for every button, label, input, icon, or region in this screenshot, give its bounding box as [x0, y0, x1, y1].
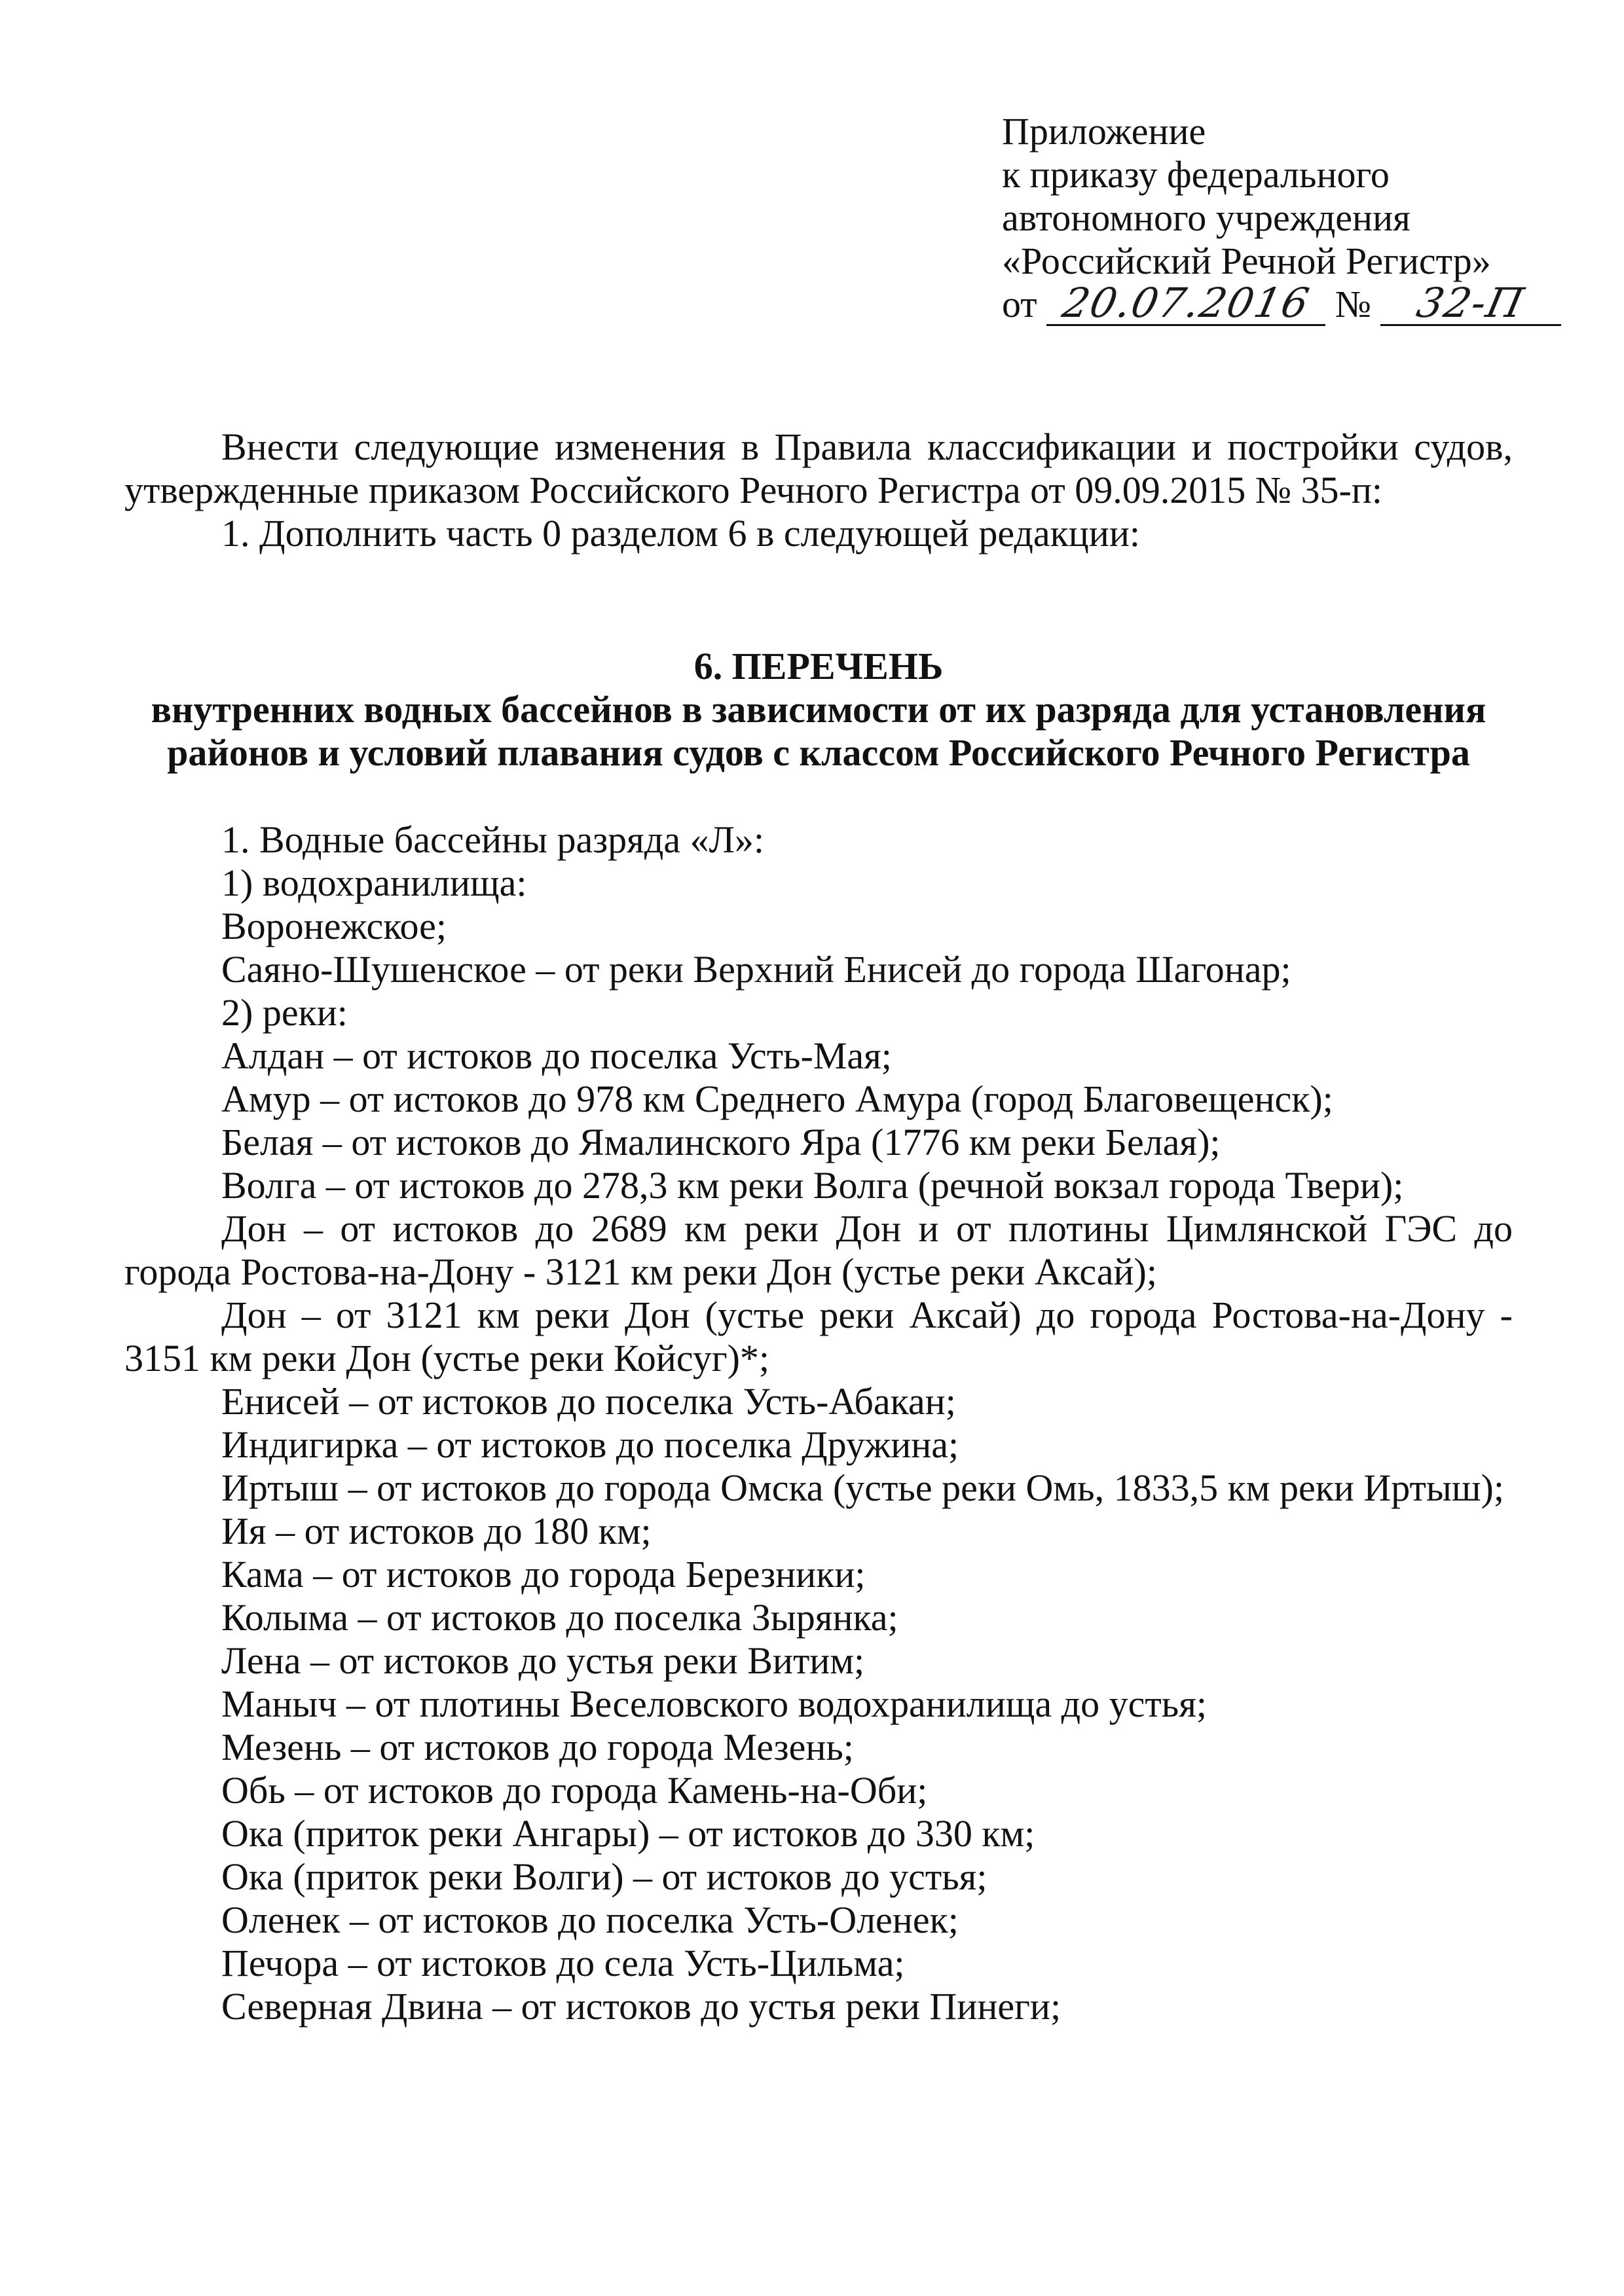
- appendix-institution-name: «Российский Речной Регистр»: [1002, 240, 1491, 282]
- list-item: Северная Двина – от истоков до устья реки Пинеги;: [221, 1985, 1061, 2028]
- section-heading: [124, 645, 1513, 774]
- list-item: Амур – от истоков до 978 км Среднего Амура (город Благовещенск);: [221, 1078, 1333, 1120]
- date-prefix: от: [1002, 283, 1037, 325]
- appendix-institution-type: автономного учреждения: [1002, 196, 1411, 239]
- list-item: 1. Водные бассейны разряда «Л»:: [221, 818, 765, 861]
- list-item: Воронежское;: [221, 905, 447, 947]
- list-item: Саяно-Шушенское – от реки Верхний Енисей до города Шагонар;: [221, 948, 1291, 991]
- heading-title: 6. ПЕРЕЧЕНЬ: [693, 645, 944, 687]
- number-field: [1380, 279, 1561, 327]
- heading-subtitle-line2: районов и условий плавания судов с классом Российского Речного Регистра: [167, 731, 1470, 774]
- list-item: Ока (приток реки Волги) – от истоков до устья;: [221, 1855, 987, 1898]
- list-item: Лена – от истоков до устья реки Витим;: [221, 1639, 865, 1682]
- list-item: Ия – от истоков до 180 км;: [221, 1510, 652, 1552]
- list-item: Алдан – от истоков до поселка Усть-Мая;: [221, 1034, 892, 1077]
- list-item: Дон – от истоков до 2689 км реки Дон и от плотины Цимлянской ГЭС до города Ростова-на-Дону - 3121 км реки Дон (устье реки Аксай);: [124, 1207, 1513, 1293]
- appendix-date-number-line: [1002, 279, 1539, 327]
- list-item: Колыма – от истоков до поселка Зырянка;: [221, 1596, 898, 1639]
- appendix-block: [1002, 110, 1539, 326]
- list-item: Маныч – от плотины Веселовского водохранилища до устья;: [221, 1683, 1207, 1725]
- handwritten-number: 32-П: [1412, 279, 1530, 327]
- list-item: Мезень – от истоков до города Мезень;: [221, 1726, 854, 1768]
- list-item: Волга – от истоков до 278,3 км реки Волга (речной вокзал города Твери);: [221, 1164, 1404, 1207]
- intro-section: [124, 426, 1513, 555]
- list-item: Оленек – от истоков до поселка Усть-Оленек;: [221, 1899, 959, 1941]
- list-item: Обь – от истоков до города Камень-на-Оби;: [221, 1769, 928, 1812]
- list-item: Печора – от истоков до села Усть-Цильма;: [221, 1942, 905, 1984]
- list-item: Иртыш – от истоков до города Омска (устье реки Омь, 1833,5 км реки Иртыш);: [221, 1467, 1504, 1509]
- basin-list: [124, 818, 1513, 2028]
- appendix-order-ref: к приказу федерального: [1002, 153, 1390, 196]
- list-item: Ока (приток реки Ангары) – от истоков до 330 км;: [221, 1812, 1035, 1855]
- list-item: Кама – от истоков до города Березники;: [221, 1553, 866, 1595]
- list-item: Индигирка – от истоков до поселка Дружина;: [221, 1423, 959, 1466]
- appendix-title: Приложение: [1002, 110, 1206, 153]
- number-prefix: №: [1335, 283, 1371, 325]
- list-item: 1) водохранилища:: [221, 862, 527, 904]
- heading-subtitle-line1: внутренних водных бассейнов в зависимости от их разряда для установления: [151, 688, 1486, 731]
- list-item: Дон – от 3121 км реки Дон (устье реки Аксай) до города Ростова-на-Дону - 3151 км реки Дон (устье реки Койсуг)*;: [124, 1294, 1513, 1379]
- list-item: 2) реки:: [221, 991, 348, 1034]
- date-field: [1046, 279, 1325, 327]
- intro-paragraph: Внести следующие изменения в Правила классификации и постройки судов, утвержденные приказом Российского Речного Регистра от 09.09.2015 № 35-п:: [124, 426, 1513, 511]
- handwritten-date: 20.07.2016: [1058, 279, 1314, 327]
- list-item: Белая – от истоков до Ямалинского Яра (1776 км реки Белая);: [221, 1121, 1221, 1163]
- list-item: Енисей – от истоков до поселка Усть-Абакан;: [221, 1380, 956, 1423]
- intro-instruction: 1. Дополнить часть 0 разделом 6 в следующей редакции:: [221, 512, 1140, 555]
